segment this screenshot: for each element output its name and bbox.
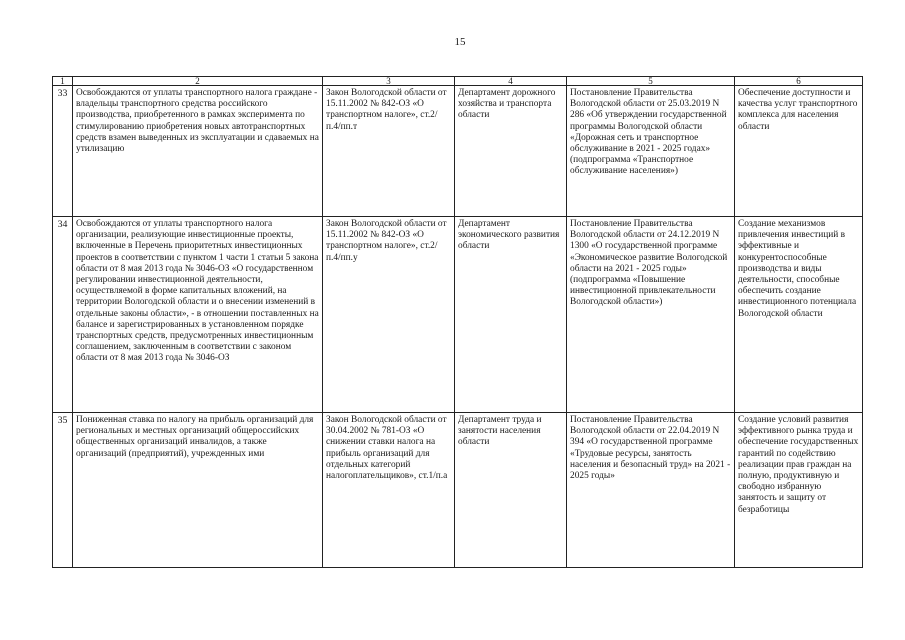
row-number: 34 <box>53 217 73 413</box>
benefit-description: Освобождаются от уплаты транспортного налога организации, реализующие инвестиционные проекты, включенные в Перечень приоритетных инвестиционных проектов в соответствии с пунктом 1 части 1 статьи 5 закона области от 8 мая 2013 года № 3046-ОЗ «О государственном регулировании инвестиционной деятельности, осуществляемой в форме капитальных вложений, на территории Вологодской области и о внесении изменений в отдельные законы области», - в отношении поставленных на балансе и зарегистрированных в установленном порядке транспортных средств, предусмотренных инвестиционным соглашением, заключенным в соответствии с законом области от 8 мая 2013 года № 3046-ОЗ <box>73 217 323 413</box>
program-goal: Обеспечение доступности и качества услуг транспортного комплекса для населения области <box>735 86 863 217</box>
state-program: Постановление Правительства Вологодской области от 24.12.2019 N 1300 «О государственной программе «Экономическое развитие Вологодской области на 2021 - 2025 годы» (подпрограмма «Повышение инвестиционной привлекательности Вологодской области») <box>567 217 735 413</box>
responsible-department: Департамент труда и занятости населения области <box>455 413 567 568</box>
table-row <box>53 413 863 568</box>
legal-act: Закон Вологодской области от 15.11.2002 № 842-ОЗ «О транспортном налоге», ст.2/п.4/пп.у <box>323 217 455 413</box>
responsible-department: Департамент дорожного хозяйства и транспорта области <box>455 86 567 217</box>
program-goal: Создание механизмов привлечения инвестиций в эффективные и конкурентоспособные производства и виды деятельности, способные обеспечить создание инвестиционного потенциала Вологодской области <box>735 217 863 413</box>
program-goal: Создание условий развития эффективного рынка труда и обеспечение государственных гарантий по содействию реализации прав граждан на полную, продуктивную и свободно избранную занятость и защиту от безработицы <box>735 413 863 568</box>
state-program: Постановление Правительства Вологодской области от 25.03.2019 N 286 «Об утверждении государственной программы Вологодской области «Дорожная сеть и транспортное обслуживание в 2021 - 2025 годах» (подпрограмма «Транспортное обслуживание населения») <box>567 86 735 217</box>
header-cell: 1 <box>53 77 73 86</box>
responsible-department: Департамент экономического развития области <box>455 217 567 413</box>
row-number: 35 <box>53 413 73 568</box>
header-cell: 6 <box>735 77 863 86</box>
header-cell: 3 <box>323 77 455 86</box>
header-cell: 5 <box>567 77 735 86</box>
benefit-description: Пониженная ставка по налогу на прибыль организаций для региональных и местных организаций общероссийских общественных организаций инвалидов, а также организаций (предприятий), учрежденных ими <box>73 413 323 568</box>
header-row <box>53 77 863 86</box>
page-number: 15 <box>454 36 466 48</box>
table-row <box>53 217 863 413</box>
legal-act: Закон Вологодской области от 15.11.2002 № 842-ОЗ «О транспортном налоге», ст.2/п.4/пп.т <box>323 86 455 217</box>
legal-act: Закон Вологодской области от 30.04.2002 № 781-ОЗ «О снижении ставки налога на прибыль организаций для отдельных категорий налогоплательщиков», ст.1/п.а <box>323 413 455 568</box>
tax-benefits-table <box>52 76 863 568</box>
benefit-description: Освобождаются от уплаты транспортного налога граждане - владельцы транспортного средства российского производства, приобретенного в рамках эксперимента по стимулированию приобретения новых автотранспортных средств взамен выведенных из эксплуатации и сдаваемых на утилизацию <box>73 86 323 217</box>
state-program: Постановление Правительства Вологодской области от 22.04.2019 N 394 «О государственной программе «Трудовые ресурсы, занятость населения и безопасный труд» на 2021 - 2025 годы» <box>567 413 735 568</box>
header-cell: 4 <box>455 77 567 86</box>
header-cell: 2 <box>73 77 323 86</box>
table-row <box>53 86 863 217</box>
row-number: 33 <box>53 86 73 217</box>
